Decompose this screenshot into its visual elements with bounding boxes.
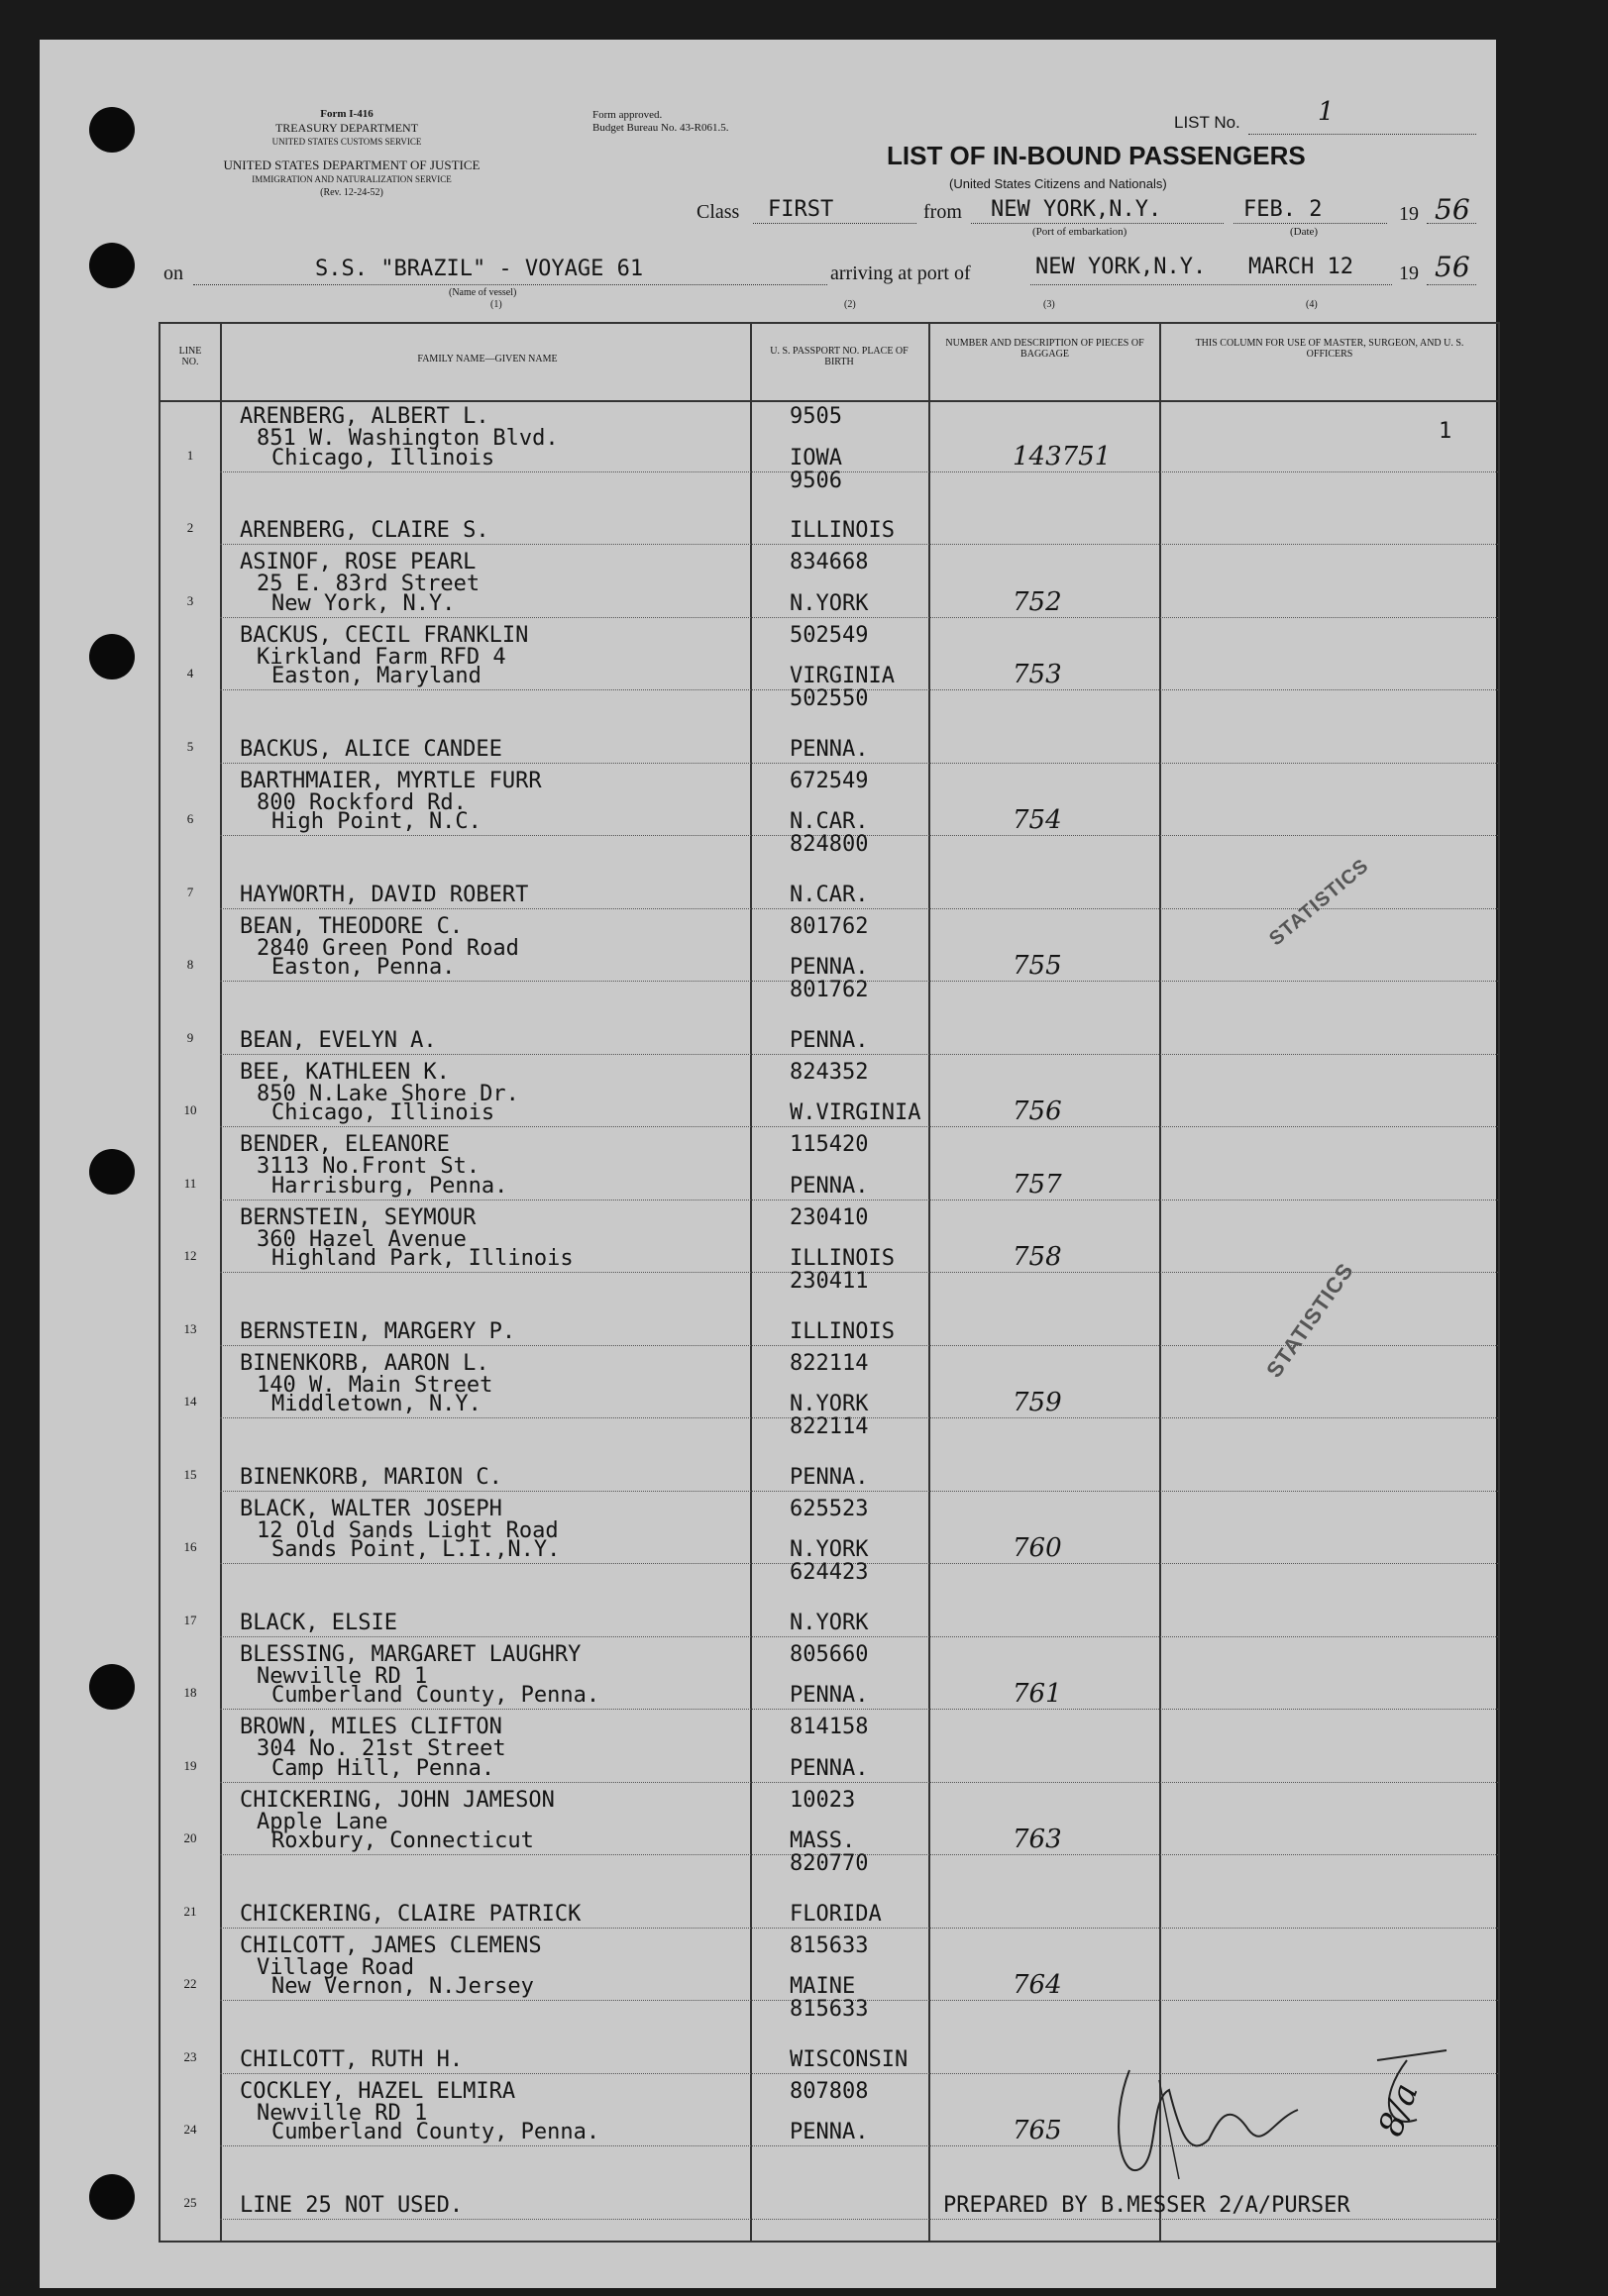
col-officers-header: THIS COLUMN FOR USE OF MASTER, SURGEON, AND U. S. OFFICERS bbox=[1195, 338, 1464, 360]
col3-num: (3) bbox=[1043, 299, 1055, 310]
passenger-address-2: Roxbury, Connecticut bbox=[271, 1828, 534, 1853]
passenger-name: BEE, KATHLEEN K. bbox=[240, 1059, 450, 1085]
ins-service: IMMIGRATION AND NATURALIZATION SERVICE bbox=[252, 174, 452, 184]
passport-number: 824352 bbox=[790, 1059, 869, 1085]
year-prefix: 19 bbox=[1399, 203, 1419, 225]
justice-dept: UNITED STATES DEPARTMENT OF JUSTICE bbox=[223, 157, 481, 172]
row-divider bbox=[220, 1928, 1498, 1929]
baggage-number: 753 bbox=[1013, 660, 1062, 689]
passenger-address-2: Easton, Penna. bbox=[271, 955, 456, 980]
line-number: 12 bbox=[183, 1248, 197, 1263]
baggage-number: 763 bbox=[1013, 1825, 1062, 1854]
passenger-name: BEAN, EVELYN A. bbox=[240, 1027, 437, 1053]
vessel-name: S.S. "BRAZIL" - VOYAGE 61 bbox=[315, 257, 644, 281]
line-number: 17 bbox=[183, 1612, 197, 1627]
passport-number: 807808 bbox=[790, 2078, 869, 2104]
place-of-birth: IOWA bbox=[790, 445, 842, 470]
passenger-address-2: Middletown, N.Y. bbox=[271, 1392, 482, 1416]
place-of-birth: PENNA. bbox=[790, 1464, 869, 1490]
passport-number: 672549 bbox=[790, 768, 869, 793]
binder-hole bbox=[89, 634, 135, 679]
passport-number: 805660 bbox=[790, 1641, 869, 1667]
passenger-address-2: Cumberland County, Penna. bbox=[271, 2120, 600, 2144]
line-number: 2 bbox=[186, 520, 194, 535]
place-of-birth: PENNA. bbox=[790, 2120, 869, 2144]
row-divider bbox=[220, 1782, 1498, 1783]
passenger-name: ARENBERG, CLAIRE S. bbox=[240, 518, 489, 543]
line-number: 22 bbox=[183, 1976, 197, 1991]
passport-number: 801762 bbox=[790, 978, 869, 1002]
line-number: 8 bbox=[186, 957, 194, 972]
place-of-birth: FLORIDA bbox=[790, 1901, 882, 1927]
passenger-address-2: High Point, N.C. bbox=[271, 809, 482, 834]
customs-service: UNITED STATES CUSTOMS SERVICE bbox=[271, 137, 422, 147]
baggage-number: 755 bbox=[1013, 951, 1062, 981]
year-prefix-2: 19 bbox=[1399, 262, 1419, 284]
class-value: FIRST bbox=[768, 197, 834, 222]
statistics-stamp: STATISTICS bbox=[1265, 854, 1373, 951]
form-number: Form I-416 bbox=[320, 108, 374, 120]
place-of-birth: N.CAR. bbox=[790, 882, 869, 907]
passport-number: 822114 bbox=[790, 1414, 869, 1439]
passenger-name: CHILCOTT, JAMES CLEMENS bbox=[240, 1932, 542, 1958]
passenger-address-2: New York, N.Y. bbox=[271, 590, 456, 616]
binder-hole bbox=[89, 2174, 135, 2220]
passport-number: 502549 bbox=[790, 622, 869, 648]
date-label: (Date) bbox=[1290, 226, 1319, 238]
place-of-birth: PENNA. bbox=[790, 1173, 869, 1199]
passenger-name: BLESSING, MARGARET LAUGHRY bbox=[240, 1641, 582, 1667]
passenger-address-1: Kirkland Farm RFD 4 bbox=[257, 644, 506, 670]
baggage-number: 752 bbox=[1013, 586, 1062, 617]
place-of-birth: VIRGINIA bbox=[790, 664, 895, 688]
binder-hole bbox=[89, 1149, 135, 1195]
passport-number: 115420 bbox=[790, 1132, 869, 1157]
officer-mark: 1 bbox=[1439, 419, 1452, 444]
passport-number: 814158 bbox=[790, 1715, 869, 1739]
passenger-address-2: Chicago, Illinois bbox=[271, 1100, 495, 1125]
line-number: 1 bbox=[186, 447, 194, 463]
baggage-number: 764 bbox=[1013, 1970, 1062, 2000]
passenger-name: BARTHMAIER, MYRTLE FURR bbox=[240, 768, 542, 793]
passport-number: 230411 bbox=[790, 1269, 869, 1294]
passenger-address-2: Camp Hill, Penna. bbox=[271, 1755, 495, 1781]
on-label: on bbox=[163, 262, 183, 284]
passport-number: 815633 bbox=[790, 1997, 869, 2022]
form-approved: Form approved. bbox=[592, 109, 663, 121]
passenger-address-1: 2840 Green Pond Road bbox=[257, 935, 519, 961]
line-number: 23 bbox=[183, 2048, 197, 2064]
arriving-label: arriving at port of bbox=[830, 262, 971, 284]
place-of-birth: MAINE bbox=[790, 1974, 856, 1999]
place-of-birth: ILLINOIS bbox=[790, 1318, 895, 1344]
passenger-address-1: 800 Rockford Rd. bbox=[257, 789, 467, 815]
passport-number: 9505 bbox=[790, 404, 842, 429]
passport-number: 625523 bbox=[790, 1496, 869, 1521]
vessel-label: (Name of vessel) bbox=[449, 287, 517, 298]
place-of-birth: PENNA. bbox=[790, 955, 869, 980]
signature-scribble bbox=[1100, 2040, 1357, 2199]
from-value: NEW YORK,N.Y. bbox=[991, 197, 1162, 222]
passenger-name: CHICKERING, JOHN JAMESON bbox=[240, 1787, 555, 1813]
passenger-name: CHILCOTT, RUTH H. bbox=[240, 2046, 464, 2072]
line-number: 4 bbox=[186, 666, 194, 680]
passenger-address-1: Village Road bbox=[257, 1954, 414, 1980]
passenger-table bbox=[159, 322, 1500, 2243]
passenger-name: BENDER, ELEANORE bbox=[240, 1132, 450, 1157]
place-of-birth: MASS. bbox=[790, 1828, 856, 1853]
row-divider bbox=[220, 471, 1498, 472]
passenger-name: BINENKORB, AARON L. bbox=[240, 1350, 489, 1376]
passport-number: 230410 bbox=[790, 1204, 869, 1230]
place-of-birth: W.VIRGINIA bbox=[790, 1100, 921, 1125]
baggage-number: 757 bbox=[1013, 1169, 1062, 1200]
passenger-address-1: 304 No. 21st Street bbox=[257, 1736, 506, 1761]
passenger-address-2: New Vernon, N.Jersey bbox=[271, 1974, 534, 1999]
line-number: 13 bbox=[183, 1320, 197, 1336]
arrival-year: 56 bbox=[1435, 251, 1470, 283]
statistics-stamp: STATISTICS bbox=[1261, 1258, 1359, 1383]
col-passport-header: U. S. PASSPORT NO. PLACE OF BIRTH bbox=[770, 346, 909, 367]
passenger-address-2: Chicago, Illinois bbox=[271, 445, 495, 470]
passenger-name: BEAN, THEODORE C. bbox=[240, 913, 464, 939]
passport-number: 10023 bbox=[790, 1787, 856, 1813]
place-of-birth: PENNA. bbox=[790, 1683, 869, 1708]
list-number: 1 bbox=[1318, 97, 1335, 127]
row-divider bbox=[220, 2219, 1498, 2220]
port-embarkation-label: (Port of embarkation) bbox=[1032, 226, 1127, 238]
passenger-address-2: Highland Park, Illinois bbox=[271, 1246, 574, 1271]
binder-hole bbox=[89, 107, 135, 153]
arrival-port: NEW YORK,N.Y. bbox=[1035, 255, 1207, 279]
line-number: 16 bbox=[183, 1539, 197, 1554]
passenger-name: BERNSTEIN, MARGERY P. bbox=[240, 1318, 516, 1344]
row-divider bbox=[220, 1709, 1498, 1710]
passenger-address-2: Harrisburg, Penna. bbox=[271, 1173, 508, 1199]
line-number: 25 bbox=[183, 2194, 197, 2210]
passport-number: 801762 bbox=[790, 913, 869, 939]
passenger-address-2: Cumberland County, Penna. bbox=[271, 1683, 600, 1708]
row-divider bbox=[220, 1054, 1498, 1055]
place-of-birth: PENNA. bbox=[790, 1755, 869, 1781]
passenger-address-2: Sands Point, L.I.,N.Y. bbox=[271, 1537, 561, 1562]
class-label: Class bbox=[697, 201, 740, 223]
passenger-address-2: Easton, Maryland bbox=[271, 664, 482, 688]
passenger-address-1: 25 E. 83rd Street bbox=[257, 572, 481, 596]
place-of-birth: N.YORK bbox=[790, 1610, 869, 1635]
row-divider bbox=[220, 544, 1498, 545]
place-of-birth: PENNA. bbox=[790, 1027, 869, 1053]
place-of-birth: N.YORK bbox=[790, 590, 869, 616]
line-number: 18 bbox=[183, 1685, 197, 1700]
passenger-name: ASINOF, ROSE PEARL bbox=[240, 550, 477, 574]
departure-year: 56 bbox=[1435, 193, 1470, 226]
place-of-birth: WISCONSIN bbox=[790, 2046, 909, 2072]
passport-number: 815633 bbox=[790, 1932, 869, 1958]
passenger-name: HAYWORTH, DAVID ROBERT bbox=[240, 882, 529, 907]
place-of-birth: N.CAR. bbox=[790, 809, 869, 834]
line-number: 3 bbox=[186, 592, 194, 608]
line-number: 19 bbox=[183, 1757, 197, 1773]
baggage-number: 765 bbox=[1013, 2116, 1062, 2145]
line-number: 5 bbox=[186, 738, 194, 754]
passenger-address-1: 850 N.Lake Shore Dr. bbox=[257, 1081, 519, 1106]
baggage-number: 760 bbox=[1013, 1533, 1062, 1563]
row-divider bbox=[220, 763, 1498, 764]
departure-date: FEB. 2 bbox=[1243, 197, 1323, 222]
passport-number: 9506 bbox=[790, 468, 842, 493]
baggage-number: 759 bbox=[1013, 1388, 1062, 1417]
passenger-address-1: 360 Hazel Avenue bbox=[257, 1226, 467, 1252]
baggage-number: 758 bbox=[1013, 1242, 1062, 1272]
place-of-birth: N.YORK bbox=[790, 1537, 869, 1562]
passenger-address-1: 140 W. Main Street bbox=[257, 1372, 493, 1398]
passenger-name: BERNSTEIN, SEYMOUR bbox=[240, 1204, 477, 1230]
revision: (Rev. 12-24-52) bbox=[320, 187, 383, 198]
row-divider bbox=[220, 1126, 1498, 1127]
place-of-birth: N.YORK bbox=[790, 1392, 869, 1416]
page-subtitle: (United States Citizens and Nationals) bbox=[949, 176, 1167, 191]
col-line-header: LINE NO. bbox=[178, 346, 202, 367]
passenger-name: BLACK, WALTER JOSEPH bbox=[240, 1496, 502, 1521]
treasury-dept: TREASURY DEPARTMENT bbox=[274, 121, 419, 135]
line-number: 11 bbox=[183, 1175, 197, 1191]
baggage-number: 754 bbox=[1013, 805, 1062, 835]
line-number: 24 bbox=[183, 2122, 197, 2137]
line-number: 7 bbox=[186, 884, 194, 899]
passenger-name: BACKUS, ALICE CANDEE bbox=[240, 736, 502, 762]
passport-number: 820770 bbox=[790, 1851, 869, 1876]
from-label: from bbox=[923, 201, 962, 223]
col4-num: (4) bbox=[1306, 299, 1318, 310]
line-number: 15 bbox=[183, 1466, 197, 1482]
line-number: 14 bbox=[183, 1394, 197, 1409]
arrival-date: MARCH 12 bbox=[1248, 255, 1353, 279]
baggage-number: 761 bbox=[1013, 1679, 1062, 1709]
baggage-number: 756 bbox=[1013, 1096, 1062, 1126]
place-of-birth: PENNA. bbox=[790, 736, 869, 762]
passenger-name: LINE 25 NOT USED. bbox=[240, 2192, 464, 2218]
col2-num: (2) bbox=[844, 299, 856, 310]
passenger-name: BINENKORB, MARION C. bbox=[240, 1464, 502, 1490]
passenger-name: BACKUS, CECIL FRANKLIN bbox=[240, 622, 529, 648]
row-divider bbox=[220, 1491, 1498, 1492]
passenger-address-1: Newville RD 1 bbox=[257, 2100, 428, 2126]
passenger-name: BROWN, MILES CLIFTON bbox=[240, 1715, 502, 1739]
col-name-header: FAMILY NAME—GIVEN NAME bbox=[417, 354, 558, 365]
passenger-name: CHICKERING, CLAIRE PATRICK bbox=[240, 1901, 582, 1927]
page-title: LIST OF IN-BOUND PASSENGERS bbox=[887, 141, 1306, 170]
binder-hole bbox=[89, 1664, 135, 1710]
line-number: 20 bbox=[183, 1830, 197, 1845]
passenger-name: ARENBERG, ALBERT L. bbox=[240, 404, 489, 429]
line-number: 6 bbox=[186, 811, 194, 826]
passenger-name: COCKLEY, HAZEL ELMIRA bbox=[240, 2078, 516, 2104]
binder-hole bbox=[89, 243, 135, 288]
place-of-birth: ILLINOIS bbox=[790, 1246, 895, 1271]
passenger-address-1: Apple Lane bbox=[257, 1809, 388, 1834]
passenger-address-1: Newville RD 1 bbox=[257, 1663, 428, 1689]
line-number: 9 bbox=[186, 1029, 194, 1045]
prepared-by: PREPARED BY B.MESSER 2/A/PURSER bbox=[943, 2192, 1350, 2218]
passport-number: 624423 bbox=[790, 1560, 869, 1585]
passport-number: 502550 bbox=[790, 686, 869, 711]
passport-number: 822114 bbox=[790, 1350, 869, 1376]
passenger-address-1: 851 W. Washington Blvd. bbox=[257, 426, 559, 451]
handwritten-annotation: 8/a bbox=[1370, 2078, 1427, 2141]
line-number: 21 bbox=[183, 1903, 197, 1919]
row-divider bbox=[220, 1636, 1498, 1637]
passenger-name: BLACK, ELSIE bbox=[240, 1610, 397, 1635]
passport-number: 834668 bbox=[790, 550, 869, 574]
place-of-birth: ILLINOIS bbox=[790, 518, 895, 543]
baggage-number: 143751 bbox=[1013, 441, 1112, 471]
row-divider bbox=[220, 617, 1498, 618]
passenger-address-1: 12 Old Sands Light Road bbox=[257, 1517, 559, 1543]
passport-number: 824800 bbox=[790, 832, 869, 857]
col-baggage-header: NUMBER AND DESCRIPTION OF PIECES OF BAGGAGE bbox=[945, 338, 1144, 360]
passenger-address-1: 3113 No.Front St. bbox=[257, 1154, 481, 1179]
budget-bureau: Budget Bureau No. 43-R061.5. bbox=[592, 122, 729, 134]
vessel-col-num: (1) bbox=[490, 299, 502, 310]
line-number: 10 bbox=[183, 1102, 197, 1117]
list-label: LIST No. bbox=[1174, 113, 1240, 132]
